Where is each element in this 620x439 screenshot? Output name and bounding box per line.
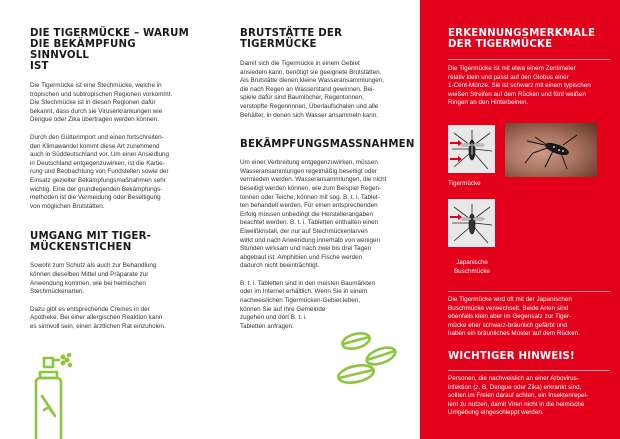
caption-tigermuecke: Tigermücke — [448, 180, 481, 187]
paragraph-intro: Die Tigermücke ist eine Stechmücke, welche in tropischen und subtropischen Regionen vorkommt. Die Stechmücke ist in diesen Regionen dafür bekannt, dass durch sie Viruserkrankungen wie Dengue oder Zika übertragen werden können. — [30, 82, 173, 124]
caption-buschmuecke: Japanische Buschmücke — [453, 259, 491, 275]
spray-can-icon — [28, 350, 76, 439]
heading-warum: DIE TIGERMÜCKE – WARUM DIE BEKÄMPFUNG SINNVOLL IST — [30, 28, 189, 72]
heading-umgang: UMGANG MIT TIGER- MÜCKENSTICHEN — [30, 231, 152, 254]
paragraph-brutstaetten: Damit sich die Tigermücke in einem Gebiet ansiedeln kann, benötigt sie geeignete Brutstätten. Als Brutstätte dienen kleine Wasseransammlungen, die nach Regen an Wasserstand gewinnen. Bei- spiele dafür sind Baumlöcher, Regentonnen, verstopfte Regenrinnen, Überlaufschalen und alle Behälter, in denen sich Wasser ansammeln kann. — [240, 60, 384, 119]
tiger-mosquito-drawing — [448, 125, 495, 173]
heading-bekaempfung: BEKÄMPFUNGSMASSNAHMEN — [240, 139, 415, 151]
paragraph-hinweis: Personen, die nachweislich an einer Arbovirus- infektion (z. B. Dengue oder Zika) erkrankt sind, sollten im Freien darauf achten, ein Insektenrepel- lent zu nutzen, damit Viren nicht in die heimische Umgebung eingeschleppt werden. — [448, 374, 589, 417]
heading-brutstaette: BRUTSTÄTTE DER TIGERMÜCKE — [240, 28, 343, 50]
paragraph-schutz: Sowohl zum Schutz als auch zur Behandlung können dieselben Mittel und Präparate zur Anwendung kommen, wie bei heimischen Stechmückenarten. — [30, 262, 157, 296]
heading-hinweis: WICHTIGER HINWEIS! — [448, 350, 575, 362]
tablets-icon — [326, 324, 406, 392]
paragraph-bti: Um einer Verbreitung entgegenzuwirken, müssen Wasseransammlungen regelmäßig beseitigt oder vermieden werden. Wasseransammlungen, die nicht beseitigt werden können, wie zum Beispiel Regen- tonnen oder Teiche, können mit sog. B. t. i. Tablet- ten behandelt werden. Für einen entsprechenden Erfolg müssen unbedingt die Herstellerangaben beachtet werden. B. t. i. Tabletten enthalten einen Eiweißkristall, der nur auf Stechmückenlarven wirkt und nach Anwendung innerhalb von wenigen Stunden wirksam und nach zwei bis drei Tagen abgebaut ist. Amphibien und Fische werden dadurch nicht beeinträchtigt. — [240, 159, 387, 270]
red-column-lower — [448, 291, 610, 418]
heading-erkennung: ERKENNUNGSMERKMALE DER TIGERMÜCKE — [448, 28, 596, 50]
paragraph-baumarkt: B. t. i. Tabletten sind in den meisten Baumärkten oder im Internet erhältlich. Wenn Sie in einem nachweislichen Tigermücken-Gebiet leben, können Sie auf Ihre Gemeinde zugehen und dort B. t. i. Tabletten anfragen. — [240, 279, 375, 330]
paragraph-apotheke: Dazu gibt es entsprechende Cremes in der Apotheke. Bei einer allergischen Reaktion kann es sinnvoll sein, einen ärztlichen Rat einzuholen. — [30, 305, 166, 330]
bush-mosquito-drawing — [448, 199, 495, 247]
mosquito-photo — [505, 123, 597, 177]
paragraph-merkmale: Die Tigermücke ist mit etwa einem Zentimeter relativ klein und passt auf den Globus einer 1-Cent-Münze. Sie ist schwarz mit einem typischen weißen Streifen auf dem Rücken und fünf weißen Ringen an den Hinterbeinen. — [448, 65, 591, 107]
paragraph-ansiedlung: Durch den Gütterimport und einen fortschreiten- den Klimawandel kommt diese Art zunehmend auch in Süddeutschland vor. Um einer Ansiedlung in Deutschland entgegenzuwirken, ist die Kartie- rung und Beobachtung von Fundstellen sowie der Einsatz gezielter Bekämpfungsmaßnahmen sehr wichtig. Eine der grundlegenden Bekämpfungs- methoden ist die Vermeidung oder Beseitigung von möglichen Brutstätten. — [30, 133, 169, 210]
paragraph-verwechslung: Die Tigermücke wird oft mit der Japanischen Buschmücke verwechselt. Beide Arten sind ebenfalls klein aber im Gegensatz zur Tiger- mücke eher schwarz-bräunlich gefärbt und haben ein bräunliches Muster auf dem Rücken. — [448, 296, 580, 338]
